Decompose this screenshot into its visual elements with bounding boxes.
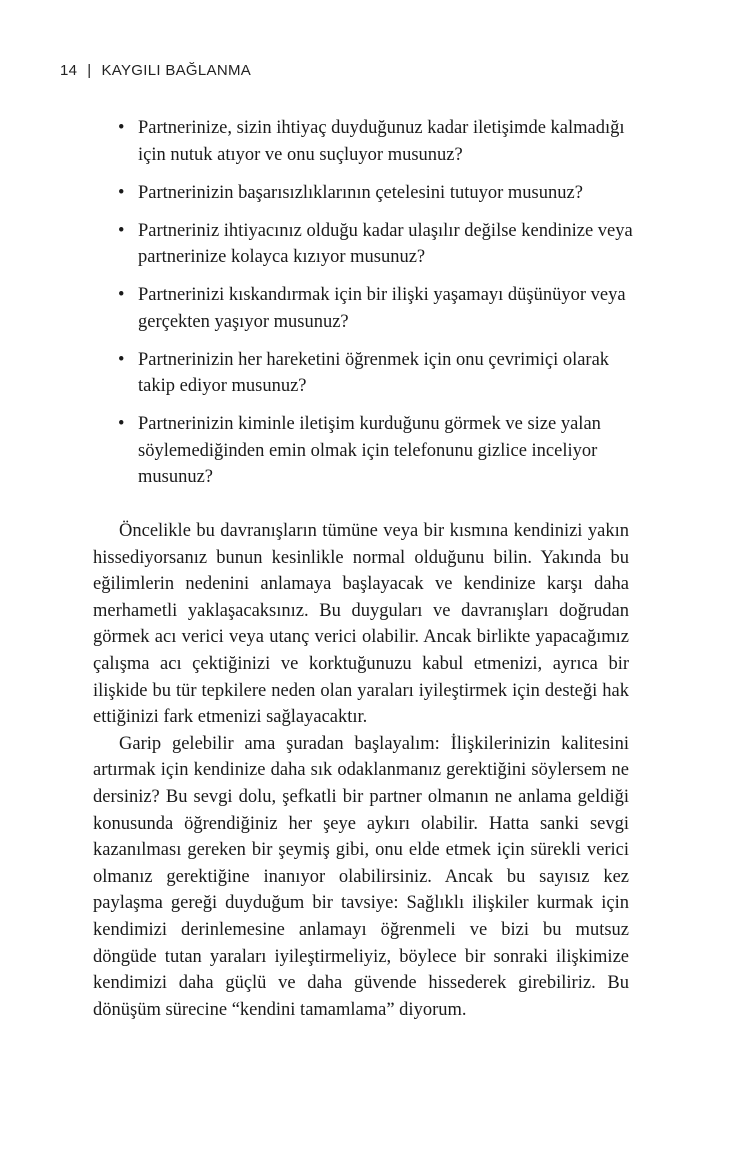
list-item <box>116 115 636 168</box>
bullet-icon: • <box>118 285 125 305</box>
page-number: 14 <box>60 62 78 79</box>
body-text <box>93 518 629 1023</box>
list-item-text: Partnerinizin başarısızlıklarının çetelesini tutuyor musunuz? <box>138 182 583 203</box>
list-item-text: Partnerinizi kıskandırmak için bir ilişki yaşamayı düşünüyor veya gerçekten yaşıyor musunuz? <box>138 285 626 332</box>
bullet-icon: • <box>118 349 125 370</box>
bullet-icon: • <box>118 118 125 138</box>
paragraph: Öncelikle bu davranışların tümüne veya bir kısmına kendinizi yakın hissediyorsanız bunun kesinlikle normal olduğunu bilin. Yakında bu eğilimlerin nedenini anlamaya başlayacak ve kendinize karşı daha merhametli yaklaşacaksınız. Bu duyguları ve davranışları doğrudan görmek acı verici veya utanç verici olabilir. Ancak birlikte yapacağımız çalışma acı çektiğinizi ve korktuğunuzu kabul etmenizi, ayrıca bir ilişkide bu tür tepkilere neden olan yaraları iyileştirmek için desteği hak ettiğinizi fark etmenizi sağlayacaktır. <box>93 521 629 728</box>
header-separator: | <box>87 62 92 79</box>
list-item <box>116 180 636 207</box>
list-item <box>116 218 636 271</box>
list-item-text: Partnerinizin her hareketini öğrenmek için onu çevrimiçi olarak takip ediyor musunuz? <box>138 349 610 396</box>
book-title: KAYGILI BAĞLANMA <box>101 62 252 79</box>
list-item-text: Partnerinizin kiminle iletişim kurduğunu görmek ve size yalan söylemediğinden emin olmak için telefonunu gizlice inceliyor musunuz? <box>138 414 601 487</box>
list-item-text: Partneriniz ihtiyacınız olduğu kadar ulaşılır değilse kendinize veya partnerinize kolayca kızıyor musunuz? <box>138 220 633 267</box>
bullet-icon: • <box>118 220 125 241</box>
paragraph: Garip gelebilir ama şuradan başlayalım: İlişkilerinizin kalitesini artırmak için kendinize daha sık odaklanmanız gerektiğini söylersem ne dersiniz? Bu sevgi dolu, şefkatli bir partner olmanın ne anlama geldiği konusunda öğrendiğiniz her şeye aykırı olabilir. Hatta sanki sevgi kazanılması gereken bir şeymiş gibi, onu elde etmek için sürekli verici olmanız gerektiğine inanıyor olabilirsiniz. Ancak bu sayısız kez paylaşma gereği duyduğum bir tavsiye: Sağlıklı ilişkiler kurmak için kendimizi derinlemesine anlamayı öğrenmeli ve bizi bu mutsuz döngüde tutan yaraları iyileştirmeliyiz, böylece bir sonraki ilişkimize kendimizi daha güçlü ve daha güvende hissederek girebiliriz. Bu dönüşüm sürecine “kendini tamamlama” diyorum. <box>93 733 629 1020</box>
bullet-icon: • <box>118 182 125 203</box>
list-item <box>116 411 636 491</box>
list-item <box>116 347 636 400</box>
bullet-icon: • <box>118 414 125 434</box>
running-header <box>60 62 251 79</box>
list-item-text: Partnerinize, sizin ihtiyaç duyduğunuz kadar iletişimde kalmadığı için nutuk atıyor ve onu suçluyor musunuz? <box>138 118 625 165</box>
list-item <box>116 282 636 335</box>
question-list <box>116 115 636 502</box>
